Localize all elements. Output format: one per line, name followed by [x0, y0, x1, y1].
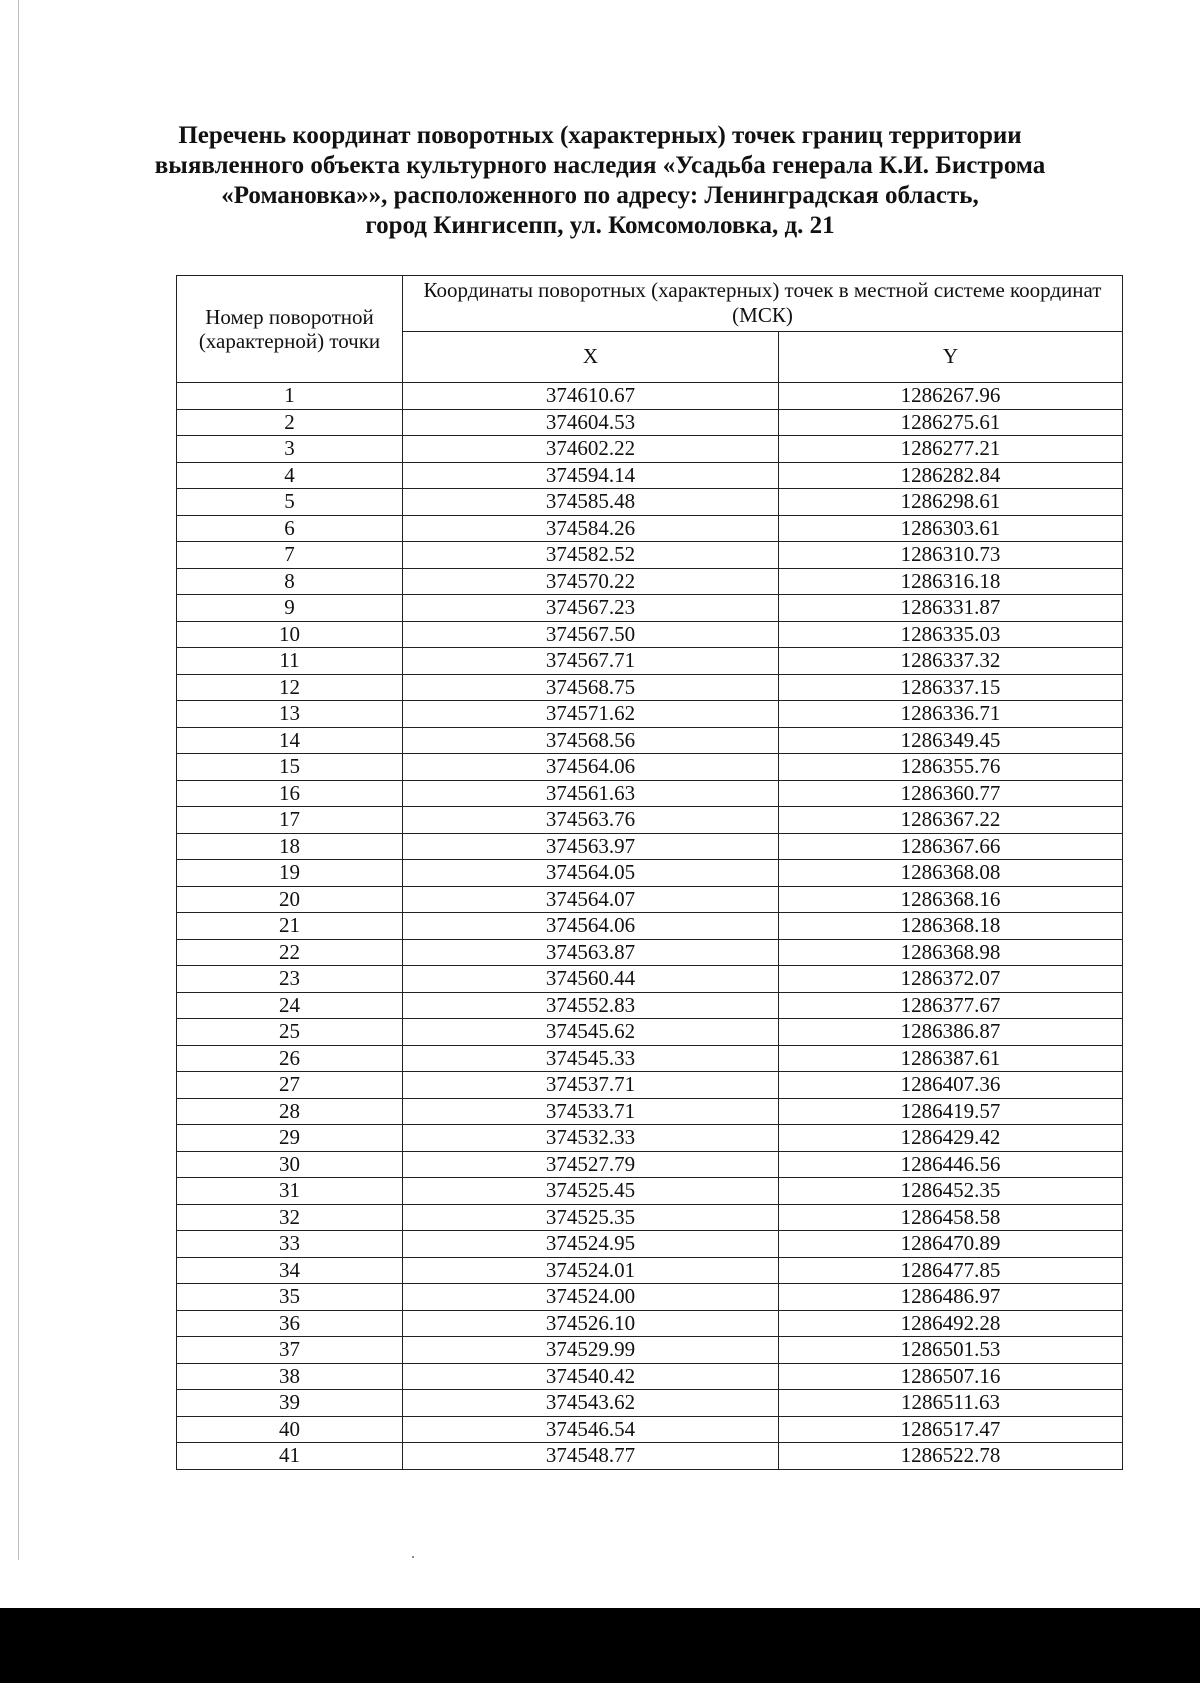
point-number-cell: 35	[177, 1284, 403, 1311]
point-number-cell: 33	[177, 1231, 403, 1258]
x-coordinate-cell: 374582.52	[403, 542, 779, 569]
table-row	[177, 701, 1123, 728]
point-number-cell: 16	[177, 780, 403, 807]
x-coordinate-cell: 374568.56	[403, 727, 779, 754]
x-coordinate-cell: 374533.71	[403, 1098, 779, 1125]
x-coordinate-cell: 374524.01	[403, 1257, 779, 1284]
y-coordinate-cell: 1286298.61	[779, 489, 1123, 516]
point-number-cell: 23	[177, 966, 403, 993]
table-row	[177, 648, 1123, 675]
point-number-cell: 4	[177, 462, 403, 489]
table-body	[177, 383, 1123, 1470]
table-row	[177, 780, 1123, 807]
table-row	[177, 913, 1123, 940]
header-point-number: Номер поворотной (характерной) точки	[177, 276, 403, 383]
table-row	[177, 939, 1123, 966]
point-number-cell: 39	[177, 1390, 403, 1417]
title-line-2: выявленного объекта культурного наследия «Усадьба генерала К.И. Бистрома	[154, 152, 1046, 179]
point-number-cell: 29	[177, 1125, 403, 1152]
point-number-cell: 26	[177, 1045, 403, 1072]
table-row	[177, 1257, 1123, 1284]
point-number-cell: 12	[177, 674, 403, 701]
x-coordinate-cell: 374564.06	[403, 913, 779, 940]
x-coordinate-cell: 374570.22	[403, 568, 779, 595]
table-row	[177, 966, 1123, 993]
x-coordinate-cell: 374563.76	[403, 807, 779, 834]
x-coordinate-cell: 374594.14	[403, 462, 779, 489]
scan-edge-line	[18, 0, 19, 1560]
y-coordinate-cell: 1286367.66	[779, 833, 1123, 860]
x-coordinate-cell: 374546.54	[403, 1416, 779, 1443]
x-coordinate-cell: 374564.07	[403, 886, 779, 913]
x-coordinate-cell: 374537.71	[403, 1072, 779, 1099]
header-y: Y	[779, 331, 1123, 382]
table-row	[177, 1045, 1123, 1072]
header-x: X	[403, 331, 779, 382]
point-number-cell: 24	[177, 992, 403, 1019]
table-row	[177, 1310, 1123, 1337]
x-coordinate-cell: 374563.97	[403, 833, 779, 860]
point-number-cell: 17	[177, 807, 403, 834]
point-number-cell: 41	[177, 1443, 403, 1470]
point-number-cell: 1	[177, 383, 403, 410]
y-coordinate-cell: 1286507.16	[779, 1363, 1123, 1390]
table-row	[177, 860, 1123, 887]
y-coordinate-cell: 1286458.58	[779, 1204, 1123, 1231]
point-number-cell: 30	[177, 1151, 403, 1178]
x-coordinate-cell: 374567.71	[403, 648, 779, 675]
table-row	[177, 383, 1123, 410]
x-coordinate-cell: 374524.95	[403, 1231, 779, 1258]
y-coordinate-cell: 1286446.56	[779, 1151, 1123, 1178]
x-coordinate-cell: 374545.33	[403, 1045, 779, 1072]
y-coordinate-cell: 1286303.61	[779, 515, 1123, 542]
y-coordinate-cell: 1286368.18	[779, 913, 1123, 940]
point-number-cell: 13	[177, 701, 403, 728]
point-number-cell: 7	[177, 542, 403, 569]
point-number-cell: 15	[177, 754, 403, 781]
table-row	[177, 621, 1123, 648]
y-coordinate-cell: 1286377.67	[779, 992, 1123, 1019]
x-coordinate-cell: 374526.10	[403, 1310, 779, 1337]
point-number-cell: 32	[177, 1204, 403, 1231]
point-number-cell: 38	[177, 1363, 403, 1390]
point-number-cell: 22	[177, 939, 403, 966]
point-number-cell: 40	[177, 1416, 403, 1443]
x-coordinate-cell: 374568.75	[403, 674, 779, 701]
scan-speck	[412, 1556, 414, 1558]
table-row	[177, 1178, 1123, 1205]
x-coordinate-cell: 374540.42	[403, 1363, 779, 1390]
x-coordinate-cell: 374602.22	[403, 436, 779, 463]
x-coordinate-cell: 374552.83	[403, 992, 779, 1019]
table-row	[177, 409, 1123, 436]
x-coordinate-cell: 374567.50	[403, 621, 779, 648]
point-number-cell: 19	[177, 860, 403, 887]
y-coordinate-cell: 1286501.53	[779, 1337, 1123, 1364]
y-coordinate-cell: 1286368.08	[779, 860, 1123, 887]
point-number-cell: 37	[177, 1337, 403, 1364]
x-coordinate-cell: 374548.77	[403, 1443, 779, 1470]
table-row	[177, 515, 1123, 542]
table-row	[177, 1284, 1123, 1311]
point-number-cell: 20	[177, 886, 403, 913]
x-coordinate-cell: 374524.00	[403, 1284, 779, 1311]
table-row	[177, 1390, 1123, 1417]
y-coordinate-cell: 1286419.57	[779, 1098, 1123, 1125]
y-coordinate-cell: 1286275.61	[779, 409, 1123, 436]
point-number-cell: 3	[177, 436, 403, 463]
y-coordinate-cell: 1286492.28	[779, 1310, 1123, 1337]
point-number-cell: 10	[177, 621, 403, 648]
point-number-cell: 27	[177, 1072, 403, 1099]
title-line-4: город Кингисепп, ул. Комсомоловка, д. 21	[365, 212, 835, 239]
coordinates-table	[176, 275, 1123, 1470]
y-coordinate-cell: 1286337.15	[779, 674, 1123, 701]
point-number-cell: 28	[177, 1098, 403, 1125]
point-number-cell: 18	[177, 833, 403, 860]
point-number-cell: 8	[177, 568, 403, 595]
point-number-cell: 6	[177, 515, 403, 542]
point-number-cell: 31	[177, 1178, 403, 1205]
table-row	[177, 1072, 1123, 1099]
y-coordinate-cell: 1286367.22	[779, 807, 1123, 834]
y-coordinate-cell: 1286368.16	[779, 886, 1123, 913]
table-row	[177, 992, 1123, 1019]
point-number-cell: 5	[177, 489, 403, 516]
point-number-cell: 2	[177, 409, 403, 436]
y-coordinate-cell: 1286511.63	[779, 1390, 1123, 1417]
x-coordinate-cell: 374525.45	[403, 1178, 779, 1205]
table-row	[177, 568, 1123, 595]
x-coordinate-cell: 374564.05	[403, 860, 779, 887]
y-coordinate-cell: 1286486.97	[779, 1284, 1123, 1311]
y-coordinate-cell: 1286349.45	[779, 727, 1123, 754]
title-line-3: «Романовка»», расположенного по адресу: Ленинградская область,	[221, 182, 979, 209]
point-number-cell: 25	[177, 1019, 403, 1046]
document-title	[120, 121, 1080, 241]
x-coordinate-cell: 374525.35	[403, 1204, 779, 1231]
table-row	[177, 595, 1123, 622]
table-row	[177, 1204, 1123, 1231]
x-coordinate-cell: 374567.23	[403, 595, 779, 622]
y-coordinate-cell: 1286477.85	[779, 1257, 1123, 1284]
table-row	[177, 1151, 1123, 1178]
table-row	[177, 489, 1123, 516]
table-row	[177, 1337, 1123, 1364]
table-row	[177, 436, 1123, 463]
y-coordinate-cell: 1286522.78	[779, 1443, 1123, 1470]
y-coordinate-cell: 1286336.71	[779, 701, 1123, 728]
point-number-cell: 14	[177, 727, 403, 754]
point-number-cell: 11	[177, 648, 403, 675]
x-coordinate-cell: 374545.62	[403, 1019, 779, 1046]
table-row	[177, 727, 1123, 754]
y-coordinate-cell: 1286407.36	[779, 1072, 1123, 1099]
title-line-1: Перечень координат поворотных (характерных) точек границ территории	[178, 122, 1022, 149]
table-row	[177, 833, 1123, 860]
y-coordinate-cell: 1286355.76	[779, 754, 1123, 781]
y-coordinate-cell: 1286429.42	[779, 1125, 1123, 1152]
table-row	[177, 1098, 1123, 1125]
table-row	[177, 674, 1123, 701]
header-coordinates-group: Координаты поворотных (характерных) точек в местной системе координат (МСК)	[403, 276, 1123, 332]
x-coordinate-cell: 374584.26	[403, 515, 779, 542]
point-number-cell: 9	[177, 595, 403, 622]
y-coordinate-cell: 1286267.96	[779, 383, 1123, 410]
table-row	[177, 1125, 1123, 1152]
x-coordinate-cell: 374564.06	[403, 754, 779, 781]
y-coordinate-cell: 1286310.73	[779, 542, 1123, 569]
point-number-cell: 36	[177, 1310, 403, 1337]
x-coordinate-cell: 374585.48	[403, 489, 779, 516]
y-coordinate-cell: 1286360.77	[779, 780, 1123, 807]
x-coordinate-cell: 374529.99	[403, 1337, 779, 1364]
table-row	[177, 807, 1123, 834]
y-coordinate-cell: 1286282.84	[779, 462, 1123, 489]
x-coordinate-cell: 374560.44	[403, 966, 779, 993]
table-row	[177, 886, 1123, 913]
point-number-cell: 34	[177, 1257, 403, 1284]
scan-black-border	[0, 1608, 1200, 1683]
y-coordinate-cell: 1286387.61	[779, 1045, 1123, 1072]
x-coordinate-cell: 374571.62	[403, 701, 779, 728]
y-coordinate-cell: 1286316.18	[779, 568, 1123, 595]
y-coordinate-cell: 1286386.87	[779, 1019, 1123, 1046]
y-coordinate-cell: 1286368.98	[779, 939, 1123, 966]
x-coordinate-cell: 374610.67	[403, 383, 779, 410]
x-coordinate-cell: 374527.79	[403, 1151, 779, 1178]
y-coordinate-cell: 1286517.47	[779, 1416, 1123, 1443]
table-row	[177, 542, 1123, 569]
x-coordinate-cell: 374604.53	[403, 409, 779, 436]
table-row	[177, 1363, 1123, 1390]
y-coordinate-cell: 1286337.32	[779, 648, 1123, 675]
y-coordinate-cell: 1286331.87	[779, 595, 1123, 622]
table-row	[177, 1416, 1123, 1443]
x-coordinate-cell: 374561.63	[403, 780, 779, 807]
table-row	[177, 1231, 1123, 1258]
y-coordinate-cell: 1286470.89	[779, 1231, 1123, 1258]
x-coordinate-cell: 374563.87	[403, 939, 779, 966]
y-coordinate-cell: 1286372.07	[779, 966, 1123, 993]
table-row	[177, 754, 1123, 781]
table-row	[177, 1019, 1123, 1046]
table-header	[177, 276, 1123, 383]
y-coordinate-cell: 1286452.35	[779, 1178, 1123, 1205]
table-row	[177, 462, 1123, 489]
y-coordinate-cell: 1286277.21	[779, 436, 1123, 463]
x-coordinate-cell: 374543.62	[403, 1390, 779, 1417]
x-coordinate-cell: 374532.33	[403, 1125, 779, 1152]
y-coordinate-cell: 1286335.03	[779, 621, 1123, 648]
table-row	[177, 1443, 1123, 1470]
point-number-cell: 21	[177, 913, 403, 940]
